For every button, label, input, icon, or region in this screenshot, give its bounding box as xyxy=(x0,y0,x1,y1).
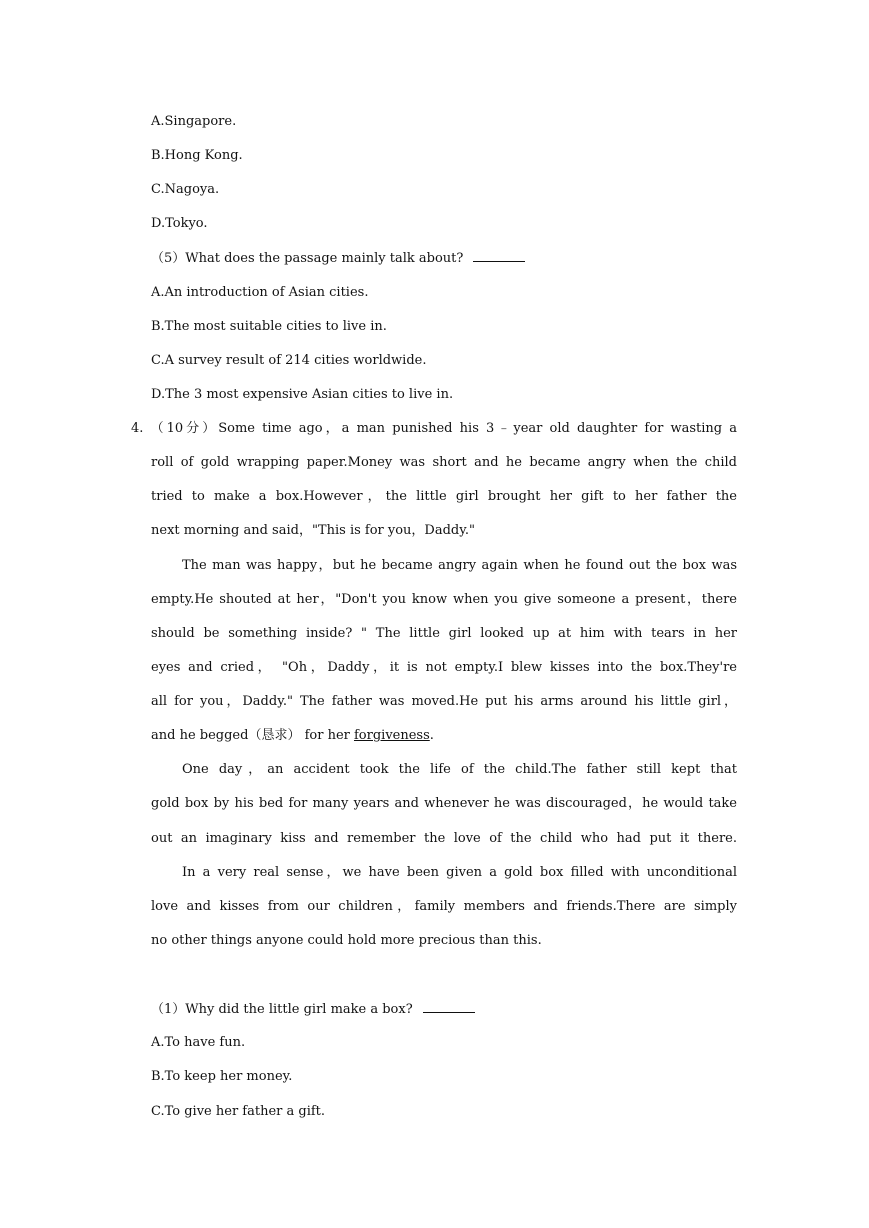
passage-p2-line3: should be something inside? " The little girl looked up at him with tears in her xyxy=(151,626,737,641)
passage-p2-line5: all for you，Daddy." The father was moved.He put his arms around his little girl， xyxy=(151,694,737,709)
passage-p3-line2: gold box by his bed for many years and whenever he was discouraged，he would take xyxy=(151,796,737,811)
option-d-tokyo: D.Tokyo. xyxy=(151,216,208,231)
passage-p2-line1: The man was happy，but he became angry again when he found out the box was xyxy=(182,558,737,573)
question-5 xyxy=(151,249,525,268)
passage-p2-line4: eyes and cried， "Oh，Daddy，it is not empty.I blew kisses into the box.They're xyxy=(151,660,737,675)
q5-option-b: B.The most suitable cities to live in. xyxy=(151,319,387,334)
passage-p4-line1: In a very real sense，we have been given a gold box filled with unconditional xyxy=(182,865,737,880)
passage-p4-line3: no other things anyone could hold more precious than this. xyxy=(151,933,542,948)
question-4-1-text: （1）Why did the little girl make a box? xyxy=(151,1002,413,1017)
passage-p4-line2: love and kisses from our children，family members and friends.There are simply xyxy=(151,899,737,914)
passage-p1-line1: 4. （10分）Some time ago，a man punished his 3﹣year old daughter for wasting a xyxy=(131,421,737,436)
option-a-singapore: A.Singapore. xyxy=(151,114,237,129)
passage-p3-line1: One day，an accident took the life of the child.The father still kept that xyxy=(182,762,737,777)
passage-p2-line6: and he begged（恳求） for her forgiveness. xyxy=(151,728,434,743)
q4-1-option-a: A.To have fun. xyxy=(151,1035,246,1050)
question-5-text: （5）What does the passage mainly talk about? xyxy=(151,251,464,266)
vocab-forgiveness: forgiveness xyxy=(353,728,430,743)
passage-p1-line4: next morning and said，"This is for you，Daddy." xyxy=(151,523,475,538)
passage-p1-line2: roll of gold wrapping paper.Money was short and he became angry when the child xyxy=(151,455,737,470)
q4-1-option-c: C.To give her father a gift. xyxy=(151,1104,326,1119)
q5-option-d: D.The 3 most expensive Asian cities to live in. xyxy=(151,387,454,402)
q5-option-a: A.An introduction of Asian cities. xyxy=(151,285,369,300)
passage-p3-line3: out an imaginary kiss and remember the love of the child who had put it there. xyxy=(151,831,737,846)
option-b-hong-kong: B.Hong Kong. xyxy=(151,148,243,163)
answer-blank xyxy=(423,1000,475,1013)
q5-option-c: C.A survey result of 214 cities worldwide. xyxy=(151,353,427,368)
option-c-nagoya: C.Nagoya. xyxy=(151,182,220,197)
passage-p2-line2: empty.He shouted at her，"Don't you know when you give someone a present，there xyxy=(151,592,737,607)
question-4-1 xyxy=(151,1000,475,1019)
answer-blank xyxy=(473,249,525,262)
q4-1-option-b: B.To keep her money. xyxy=(151,1069,293,1084)
passage-p1-line3: tried to make a box.However，the little girl brought her gift to her father the xyxy=(151,489,737,504)
